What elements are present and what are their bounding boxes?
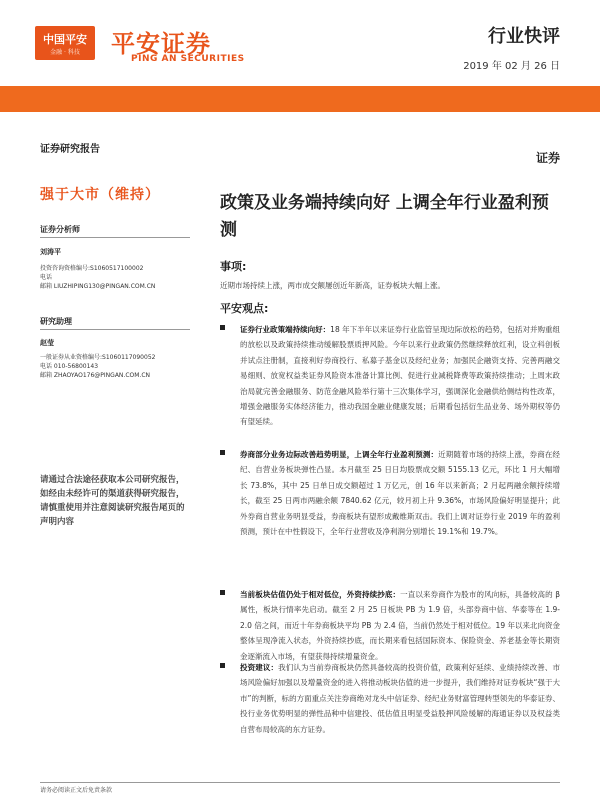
bullet-lead: 当前板块估值仍处于相对低位，外资持续抄底： (240, 590, 401, 599)
assistant-cert: 一般证券从业资格编号:S1060117090052 (40, 354, 156, 361)
footer-note: 请务必阅读正文后免责条款 (40, 787, 113, 794)
pingan-group-logo (35, 26, 95, 60)
bullet-text (240, 322, 560, 430)
bullet-text (240, 660, 560, 737)
bullet-square-icon (220, 590, 225, 595)
bullet-body: 我们认为当前券商板块仍然具备较高的投资价值，政策利好延续、业绩持续改善、市场风险偏好加强以及增量资金的进入将推动板块估值的进一步提升，我们维持对证券板块“强于大市”的判断，标的方面重点关注券商绝对龙头中信证券、经纪业务财富管理转型领先的华泰证券、投行业务优势明显的弹性品种中信建投、低估值且明显受益股押风险缓解的海通证券以及权益类自营布局较高的东方证券。 (240, 663, 561, 734)
analyst-section-title: 证券分析师 (40, 225, 80, 234)
bullet-body: 一直以来券商作为股市的风向标，具备较高的 β 属性，板块行情率先启动。截至 2 月 25 日板块 PB 为 1.9 倍，头部券商中信、华泰等在 1.9-2.0 倍之间，而近十年券商板块平均 PB 为 2.4 倍，当前仍然处于相对低位。19 年以来北向资金整体呈现净流入状态，外资持续抄底，而长期来看包括国际资本、保险资金、养老基金等长期资金逐渐流入市场，有望获得持续增量资金。 (240, 590, 561, 661)
bullet-text (240, 447, 560, 539)
assistant-name: 赵莹 (40, 339, 54, 347)
analyst-cert: 投资咨询资格编号:S1060517100002 (40, 265, 144, 272)
rating: 强于大市（维持） (40, 187, 160, 203)
brand-name-cn: 平安证券 (111, 30, 211, 58)
bullet-text (240, 587, 560, 664)
brand-name-en: PING AN SECURITIES (131, 54, 245, 64)
bullet-lead: 投资建议： (240, 663, 279, 672)
logo-sub-text: 金融 · 科技 (50, 49, 80, 56)
footer-divider (40, 782, 560, 783)
document-date: 2019 年 02 月 26 日 (463, 61, 560, 72)
analyst-phone: 电话 (40, 274, 53, 281)
disclaimer: 请通过合法途径获取本公司研究报告，如经由未经许可的渠道获得研究报告，请慎重使用并注意阅读研究报告尾页的声明内容 (40, 475, 185, 527)
analyst-name: 刘涛平 (40, 248, 61, 256)
sector-label: 证券 (535, 151, 560, 165)
assistant-phone: 电话 010-56800143 (40, 363, 99, 370)
assistant-section-title: 研究助理 (40, 317, 72, 326)
report-headline: 政策及业务端持续向好 上调全年行业盈利预测 (220, 193, 549, 240)
bullet-lead: 券商部分业务边际改善趋势明显，上调全年行业盈利预测： (240, 450, 439, 459)
assistant-email: 邮箱 ZHAOYAO176@PINGAN.COM.CN (40, 372, 150, 379)
document-type: 行业快评 (488, 26, 560, 47)
bullet-body: 18 年下半年以来证券行业监管呈现边际放松的趋势，包括对并购重组的放松以及政策持续推动缓解股票质押风险。今年以来行业政策仍然继续释放红利，设立科创板并试点注册制，直接利好券商投行、私募子基金以及经纪业务；加强民企融资支持、完善两融交易细则、放宽权益类证券风险资本准备计算比例、促进行业减税降费等政策持续推动；上周末政治局就完善金融服务、防范金融风险举行第十三次集体学习，强调深化金融供给侧结构性改革，增强金融服务实体经济能力，推动我国金融业健康发展；后期看包括衍生品业务、场外期权等仍有望延续。 (240, 325, 560, 427)
bullet-square-icon (220, 450, 225, 455)
logo-main-text: 中国平安 (43, 33, 87, 46)
bullet-square-icon (220, 325, 225, 330)
divider (40, 237, 190, 238)
divider (40, 329, 190, 330)
bullet-body: 近期随着市场的持续上涨，券商在经纪、自营业务板块弹性凸显。本月截至 25 日日均股票成交额 5155.13 亿元，环比 1 月大幅增长 73.8%，其中 25 日单日成交额超过 1 万亿元，创 16 年以来新高；2 月起两融余额持续增长，截至 25 日两市两融余额 7840.62 亿元，较月初上升 9.36%，市场风险偏好明显提升；此外券商自营业务明显受益，券商板块有望形成戴维斯双击。我们上调对证券行业 2019 年的盈利预测，预计在中性假设下，全年行业营收及净利润分别增长 19.1%和 19.7%。 (240, 450, 561, 537)
event-summary: 近期市场持续上涨，两市成交额屡创近年新高，证券板块大幅上涨。 (220, 281, 445, 290)
bullet-lead: 证券行业政策端持续向好： (240, 325, 331, 334)
bullet-square-icon (220, 663, 225, 668)
research-label: 证券研究报告 (40, 144, 100, 155)
view-label: 平安观点: (220, 302, 269, 315)
event-label: 事项: (220, 260, 247, 273)
analyst-email: 邮箱 LIUZHIPING130@PINGAN.COM.CN (40, 283, 156, 290)
header-band (0, 86, 600, 112)
